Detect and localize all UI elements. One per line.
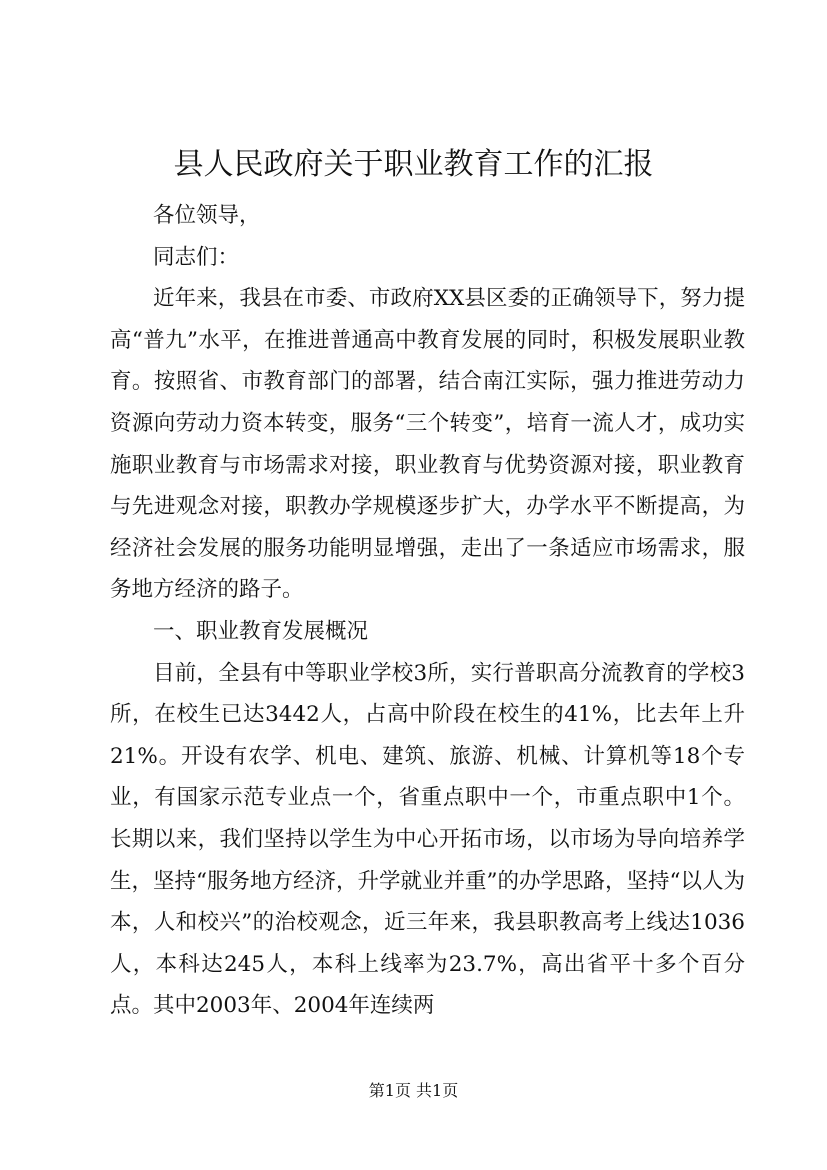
section-heading: 一、职业教育发展概况	[153, 618, 369, 644]
intro-paragraph: 近年来，我县在市委、市政府XX县区委的正确领导下，努力提高“普九”水平，在推进普通高中教育发展的同时，积极发展职业教育。按照省、市教育部门的部署，结合南江实际，强力推进劳动力资源向劳动力资本转变，服务“三个转变”，培育一流人才，成功实施职业教育与市场需求对接，职业教育与优势资源对接，职业教育与先进观念对接，职教办学规模逐步扩大，办学水平不断提高，为经济社会发展的服务功能明显增强，走出了一条适应市场需求，服务地方经济的路子。	[110, 286, 745, 603]
document-title: 县人民政府关于职业教育工作的汇报	[173, 147, 654, 182]
overview-paragraph: 目前，全县有中等职业学校3所，实行普职高分流教育的学校3所，在校生已达3442人，占高中阶段在校生的41%，比去年上升21%。开设有农学、机电、建筑、旅游、机械、计算机等18个专业，有国家示范专业点一个，省重点职中一个，市重点职中1个。长期以来，我们坚持以学生为中心开拓市场，以市场为导向培养学生，坚持“服务地方经济，升学就业并重”的办学思路，坚持“以人为本，人和校兴”的治校观念，近三年来，我县职教高考上线达1036人，本科达245人，本科上线率为23.7%，高出省平十多个百分点。其中2003年、2004年连续两	[110, 660, 745, 1019]
salutation-leaders: 各位领导，	[153, 203, 261, 228]
page-number-footer: 第1页 共1页	[368, 1081, 459, 1100]
salutation-comrades: 同志们：	[153, 244, 240, 270]
document-body	[110, 195, 745, 1027]
